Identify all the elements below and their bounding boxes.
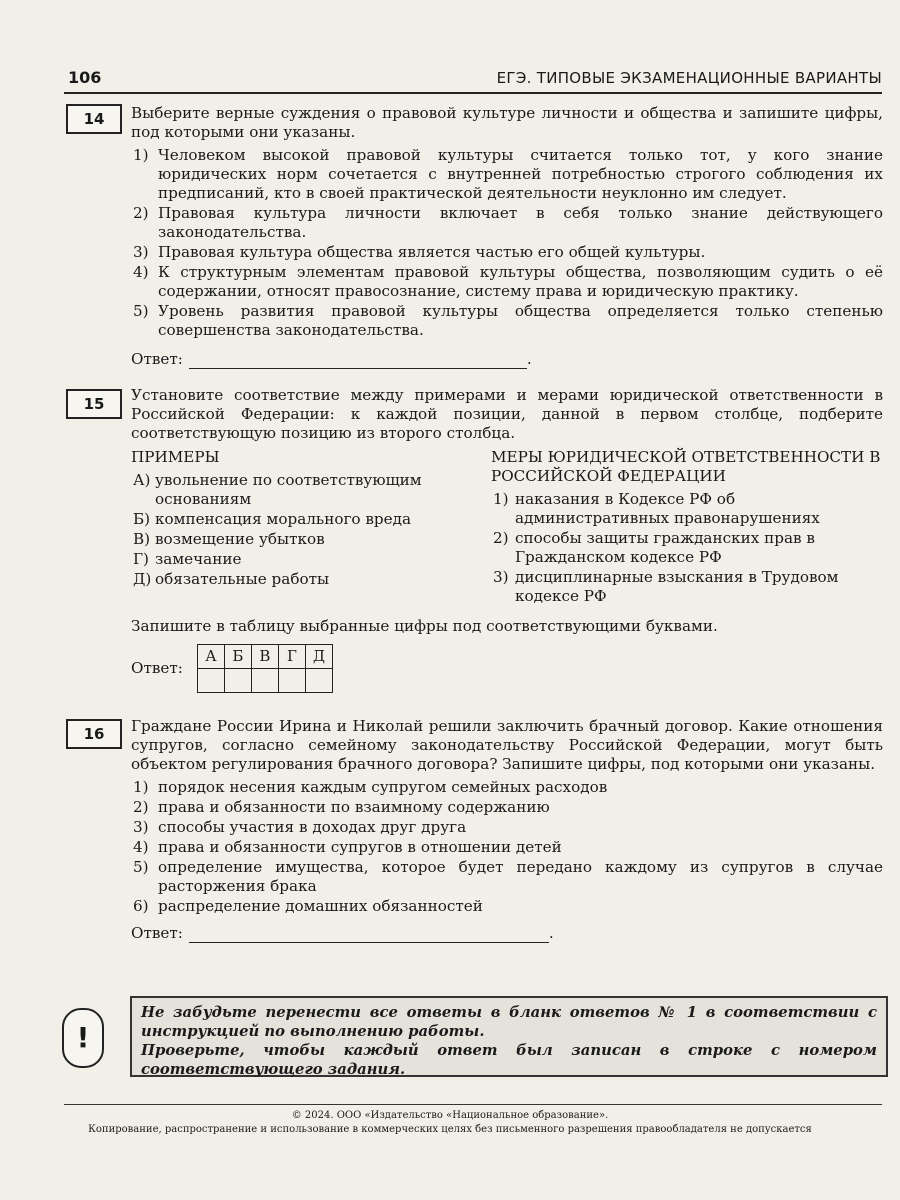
reminder-line-1: Не забудьте перенести все ответы в бланк ответов № 1 в соответствии с инструкцией по выполнению работы. (141, 1004, 877, 1040)
answer-cell[interactable] (197, 669, 224, 693)
question-16-text: Граждане России Ирина и Николай решили заключить брачный договор. Какие отношения супругов, согласно семейному законодательству Российской Федерации, могут быть объектом регулирования брачного договора? Запишите цифры, под которыми они указаны. (131, 717, 883, 773)
option-item: 2) права и обязанности по взаимному содержанию (133, 798, 550, 816)
table-header-cell: А (197, 645, 224, 669)
reminder-line-2: Проверьте, чтобы каждый ответ был записан в строке с номером соответствующего задания. (141, 1042, 877, 1078)
question-14-options (131, 146, 883, 340)
answer-label: Ответ: (131, 924, 183, 942)
examples-title: ПРИМЕРЫ (131, 448, 220, 466)
answer-row-16: Ответ: . (131, 924, 554, 942)
page-number: 106 (68, 68, 102, 87)
question-16 (131, 717, 883, 943)
footer-copyright: © 2024. ООО «Издательство «Национальное образование». (291, 1110, 609, 1121)
page-header (64, 66, 882, 94)
answer-label: Ответ: (131, 659, 183, 677)
measure-item: 1) наказания в Кодексе РФ об административных правонарушениях (493, 490, 820, 527)
matching-columns (131, 448, 883, 607)
option-item: 5) определение имущества, которое будет передано каждому из супругов в случае расторжения брака (133, 858, 883, 895)
answer-cell[interactable] (251, 669, 278, 693)
option-item: 3) Правовая культура общества является частью его общей культуры. (133, 243, 706, 261)
measures-title: МЕРЫ ЮРИДИЧЕСКОЙ ОТВЕТСТВЕННОСТИ В РОССИЙСКОЙ ФЕДЕРАЦИИ (491, 448, 881, 485)
option-item: 2) Правовая культура личности включает в себя только знание действующего законодательства. (133, 204, 883, 241)
question-number-15: 15 (66, 389, 122, 419)
example-item: А) увольнение по соответствующим основаниям (133, 471, 422, 508)
answer-cell[interactable] (278, 669, 305, 693)
footer-divider (64, 1104, 882, 1105)
option-item: 3) способы участия в доходах друг друга (133, 818, 467, 836)
answer-cell[interactable] (305, 669, 332, 693)
answer-row-15 (131, 644, 883, 693)
answer-line-14[interactable] (189, 352, 527, 369)
answer-table (197, 644, 333, 693)
measures-column (491, 448, 883, 607)
question-14 (131, 104, 883, 369)
example-item: Г) замечание (133, 550, 242, 568)
option-item: 1) Человеком высокой правовой культуры считается только тот, у кого знание юридических норм сочетается с внутренней потребностью строгого соблюдения их предписаний, кто в своей практической деятельности неуклонно им следует. (133, 146, 883, 202)
footer-notice: Копирование, распространение и использование в коммерческих целях без письменного разрешения правообладателя не допускается (88, 1124, 812, 1135)
table-header-cell: Г (278, 645, 305, 669)
table-header-cell: Д (305, 645, 332, 669)
answer-label: Ответ: (131, 350, 183, 368)
measure-item: 2) способы защиты гражданских прав в Гражданском кодексе РФ (493, 529, 815, 566)
question-number-16: 16 (66, 719, 122, 749)
example-item: В) возмещение убытков (133, 530, 325, 548)
examples-column (131, 448, 471, 607)
question-14-text: Выберите верные суждения о правовой культуре личности и общества и запишите цифры, под которыми они указаны. (131, 104, 883, 141)
example-item: Б) компенсация морального вреда (133, 510, 412, 528)
table-header-cell: В (251, 645, 278, 669)
exclamation-icon: ! (62, 1008, 104, 1068)
answer-line-16[interactable] (189, 926, 549, 943)
option-item: 4) права и обязанности супругов в отношении детей (133, 838, 562, 856)
measure-item: 3) дисциплинарные взыскания в Трудовом кодексе РФ (493, 568, 839, 605)
question-15-text: Установите соответствие между примерами и мерами юридической ответственности в Российской Федерации: к каждой позиции, данной в первом столбце, подберите соответствующую позицию из второго столбца. (131, 386, 883, 442)
running-title: ЕГЭ. ТИПОВЫЕ ЭКЗАМЕНАЦИОННЫЕ ВАРИАНТЫ (496, 69, 882, 87)
option-item: 5) Уровень развития правовой культуры общества определяется только степенью совершенства законодательства. (133, 302, 883, 339)
question-16-options (131, 778, 883, 916)
option-item: 1) порядок несения каждым супругом семейных расходов (133, 778, 608, 796)
answer-row-14: Ответ: . (131, 350, 532, 368)
answer-cell[interactable] (224, 669, 251, 693)
table-header-cell: Б (224, 645, 251, 669)
question-15 (131, 386, 883, 693)
reminder-box (130, 996, 888, 1077)
table-instruction: Запишите в таблицу выбранные цифры под соответствующими буквами. (131, 617, 718, 635)
example-item: Д) обязательные работы (133, 570, 330, 588)
option-item: 6) распределение домашних обязанностей (133, 897, 483, 915)
question-number-14: 14 (66, 104, 122, 134)
option-item: 4) К структурным элементам правовой культуры общества, позволяющим судить о её содержании, относят правосознание, систему права и юридическую практику. (133, 263, 883, 300)
